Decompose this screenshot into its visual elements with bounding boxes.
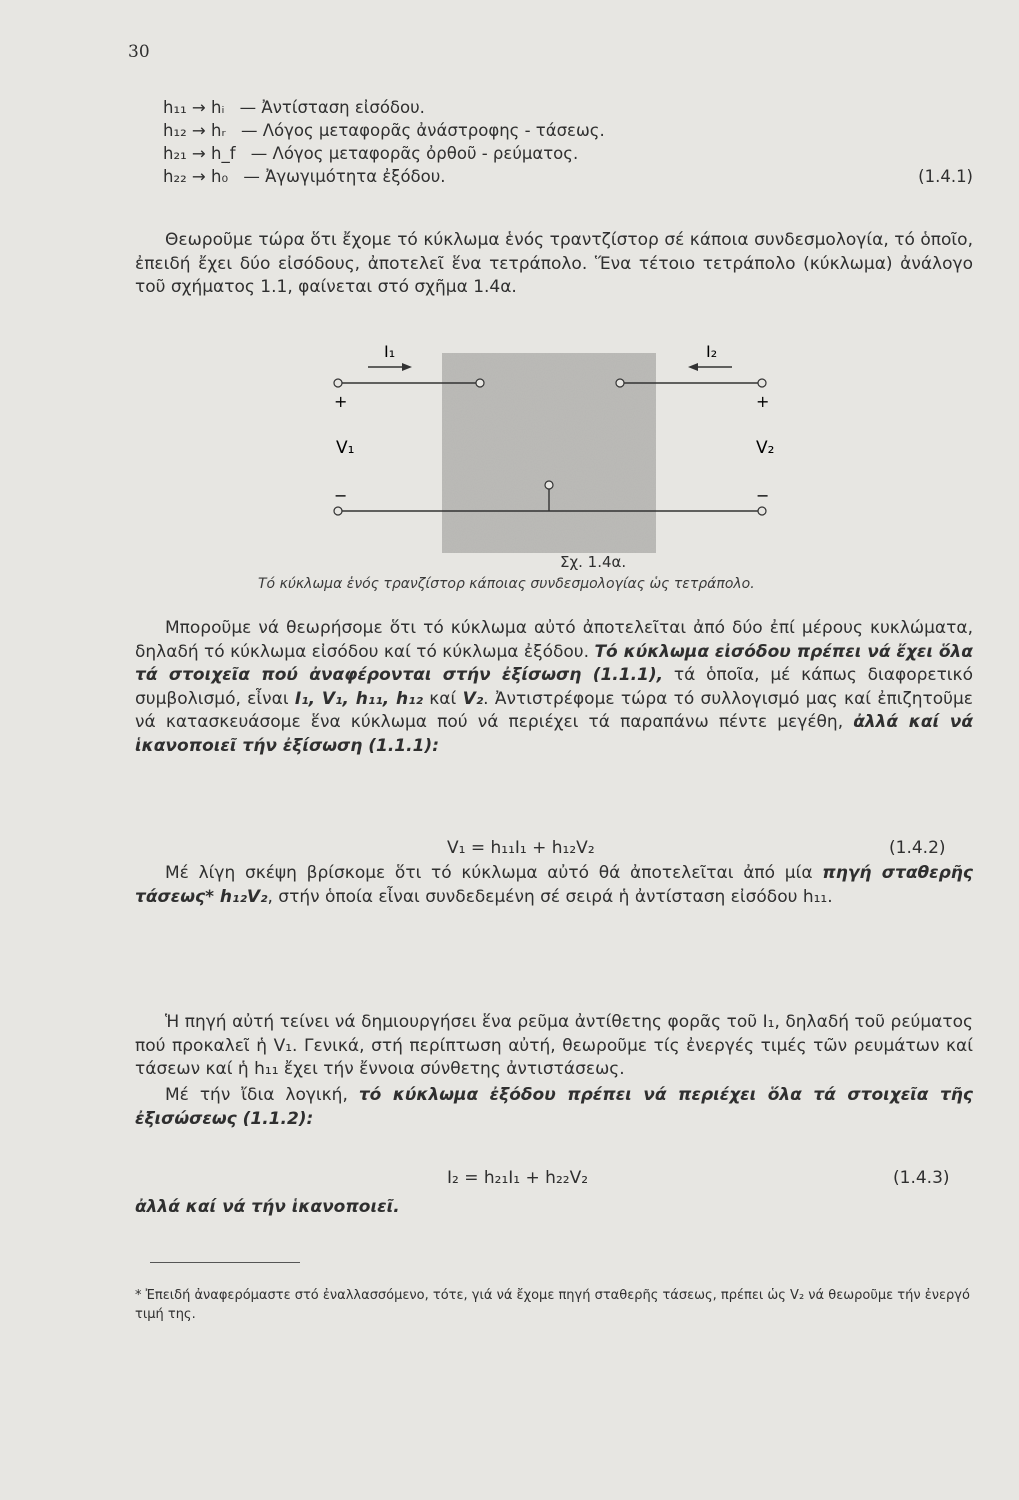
emphasis-run: τό κύκλωμα ἐξόδου πρέπει νά περιέχει ὅλα τά στοιχεῖα τῆς ἐξισώσεως (1.1.2): [135,1085,973,1129]
paragraph-output-circuit [135,1084,973,1131]
terminal-icon [758,379,766,387]
page-number: 30 [128,42,150,62]
voltage-v1-label: V₁ [336,438,355,458]
definition-lhs: h₂₁ → h_f [163,144,236,163]
text-run: Μποροῦμε νά θεωρήσομε ὅτι τό κύκλωμα αὐτό ἀποτελεῖται ἀπό δύο ἐπί μέρους κυκλώματα, δηλαδή τό κύκλωμα εἰσόδου καί τό κύκλωμα ἐξόδου. [135,618,973,662]
equation-number: (1.4.1) [918,167,973,186]
minus-right-label: − [756,486,770,505]
current-i1-label: I₁ [384,342,396,361]
minus-left-label: − [334,486,348,505]
terminal-icon [758,507,766,515]
terminal-icon [616,379,624,387]
arrow-left-icon [688,363,698,371]
definition-lhs: h₂₂ → h₀ [163,167,229,186]
text-run: Μέ τήν ἴδια λογική, [165,1085,359,1105]
emphasis-run: Τό κύκλωμα εἰσόδου πρέπει νά ἔχει ὅλα τά στοιχεῖα πού ἀναφέρονται στήν ἐξίσωση (1.1.1), [135,641,973,685]
definition-row [163,165,973,188]
definition-row [163,142,973,165]
current-i2-label: I₂ [706,342,718,361]
voltage-v2-label: V₂ [756,438,775,458]
equation-number: (1.4.3) [893,1168,950,1188]
arrow-right-icon [402,363,412,371]
paragraph-source-current: Ἡ πηγή αὐτή τείνει νά δημιουργήσει ἕνα ρεῦμα ἀντίθετης φορᾶς τοῦ I₁, δηλαδή τοῦ ρεύματος πού προκαλεῖ ἡ V₁. Γενικά, στή περίπτωση αὐτή, θεωροῦμε τίς ἐνεργές τιμές τῶν ρευμάτων καί τάσεων καί ἡ h₁₁ ἔχει τήν ἔννοια σύνθετης ἀντιστάσεως. [135,1012,973,1079]
paragraph-input-circuit [135,617,973,758]
plus-left-label: + [334,392,348,411]
text-run: τά ὁποῖα, μέ κάπως διαφορετικό συμβολισμό, εἶναι [135,665,973,709]
definition-row [163,96,973,119]
emphasis-run: ἀλλά καί νά ἱκανοποιεῖ τήν ἐξίσωση (1.1.1): [135,712,974,756]
footnote-divider [150,1262,300,1263]
text-run: . Ἀντιστρέφομε τώρα τό συλλογισμό μας καί ἐπιζητοῦμε νά κατασκευάσομε ἕνα κύκλωμα πού νά περιέχει τά παραπάνω πέντε μεγέθη, [135,688,973,732]
paragraph-satisfy: ἀλλά καί νά τήν ἱκανοποιεῖ. [135,1197,400,1217]
emphasis-run: V₂ [462,688,484,709]
common-terminal-icon [545,481,553,489]
equation-142: V₁ = h₁₁I₁ + h₁₂V₂ [447,838,595,858]
definition-row [163,119,973,142]
definition-desc: — Ἀγωγιμότητα ἐξόδου. [243,167,446,186]
text-run: καί [423,688,463,709]
figure-label: Σχ. 1.4α. [560,553,627,571]
paragraph-intro: Θεωροῦμε τώρα ὅτι ἔχομε τό κύκλωμα ἑνός τραντζίστορ σέ κάποια συνδεσμολογία, τό ὁποῖο, ἐπειδή ἔχει δύο εἰσόδους, ἀποτελεῖ ἕνα τετράπολο. Ἕνα τέτοιο τετράπολο (κύκλωμα) ἀνάλογο τοῦ σχήματος 1.1, φαίνεται στό σχῆμα 1.4α. [135,230,973,297]
terminal-icon [476,379,484,387]
definition-desc: — Ἀντίσταση εἰσόδου. [239,98,425,117]
definition-desc: — Λόγος μεταφορᾶς ὀρθοῦ - ρεύματος. [250,144,579,163]
definitions-list [163,96,973,188]
paragraph-voltage-source [135,862,973,909]
emphasis-run: I₁, V₁, h₁₁, h₁₂ [294,688,423,709]
definition-lhs: h₁₂ → hᵣ [163,121,226,140]
two-port-figure [320,335,790,555]
terminal-icon [334,379,342,387]
definition-desc: — Λόγος μεταφορᾶς ἀνάστροφης - τάσεως. [240,121,605,140]
figure-caption: Τό κύκλωμα ἑνός τρανζίστορ κάποιας συνδεσμολογίας ὡς τετράπολο. [258,576,755,592]
definition-lhs: h₁₁ → hᵢ [163,98,225,117]
equation-143: I₂ = h₂₁I₁ + h₂₂V₂ [447,1168,589,1188]
text-run: Μέ λίγη σκέψη βρίσκομε ὅτι τό κύκλωμα αὐτό θά ἀποτελεῖται ἀπό μία [165,863,823,883]
equation-number: (1.4.2) [889,838,946,858]
terminal-icon [334,507,342,515]
plus-right-label: + [756,392,770,411]
emphasis-run: πηγή σταθερῆς τάσεως* h₁₂V₂ [135,863,973,907]
footnote: * Ἐπειδή ἀναφερόμαστε στό ἐναλλασσόμενο, τότε, γιά νά ἔχομε πηγή σταθερῆς τάσεως, πρέπει ὡς V₂ νά θεωροῦμε τήν ἐνεργό τιμή της. [135,1288,970,1322]
text-run: , στήν ὁποία εἶναι συνδεδεμένη σέ σειρά ἡ ἀντίσταση εἰσόδου h₁₁. [267,886,833,907]
